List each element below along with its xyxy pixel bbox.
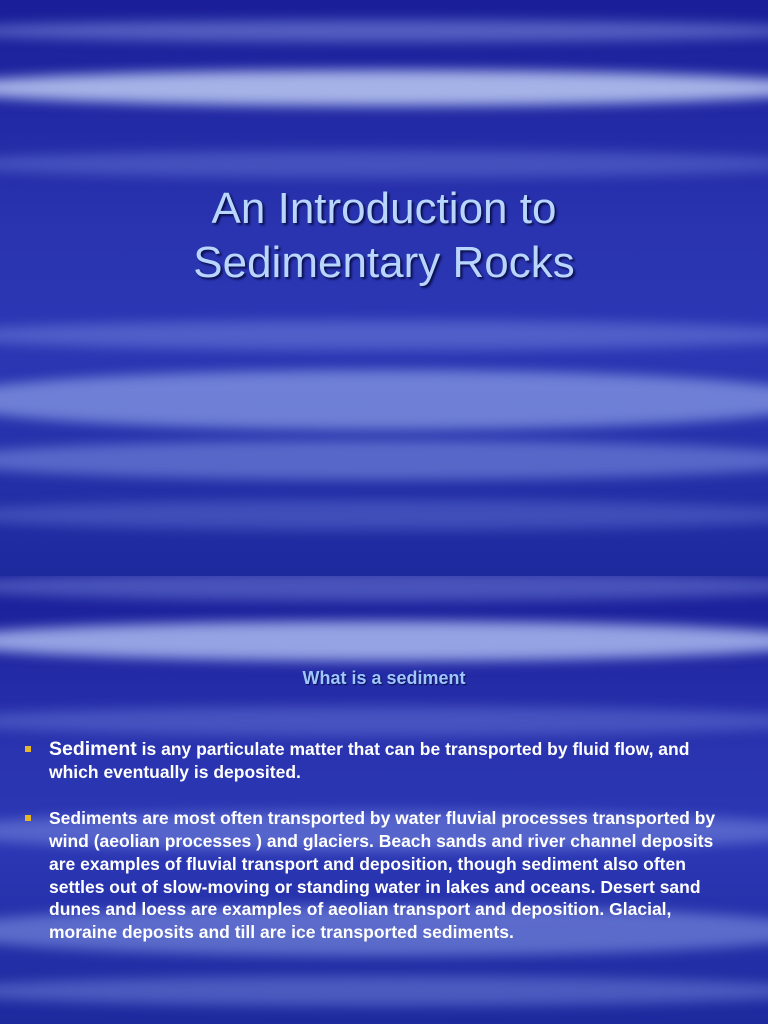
square-bullet-icon — [25, 815, 31, 821]
cloud-band — [0, 70, 768, 106]
bullet-item — [22, 807, 734, 943]
cloud-band — [0, 320, 768, 350]
bullet-text: Sediments are most often transported by water fluvial processes transported by wind (aeolian processes ) and glaciers. Beach sands and river channel deposits are examples of fluvial transport and deposition, though sediment also often settles out of slow-moving or standing water in lakes and oceans. Desert sand dunes and loess are examples of aeolian transport and deposition. Glacial, moraine deposits and till are ice transported sediments. — [49, 808, 716, 942]
cloud-band — [0, 500, 768, 530]
cloud-band — [0, 976, 768, 1006]
title-line-2: Sedimentary Rocks — [193, 238, 575, 287]
cloud-band — [0, 150, 768, 178]
cloud-band — [0, 440, 768, 480]
bullet-list — [22, 738, 734, 968]
cloud-band — [0, 20, 768, 42]
bullet-term: Sediment — [49, 738, 137, 760]
content-slide — [0, 576, 768, 1024]
square-bullet-icon — [25, 746, 31, 752]
slide-title — [0, 182, 768, 290]
cloud-band — [0, 706, 768, 736]
cloud-band — [0, 370, 768, 430]
cloud-band — [0, 576, 768, 601]
bullet-item — [22, 738, 734, 783]
slide-heading: What is a sediment — [302, 668, 466, 688]
cloud-band — [0, 621, 768, 661]
title-line-1: An Introduction to — [211, 184, 557, 233]
bullet-text: is any particulate matter that can be transported by fluid flow, and which eventually is deposited. — [49, 739, 690, 782]
